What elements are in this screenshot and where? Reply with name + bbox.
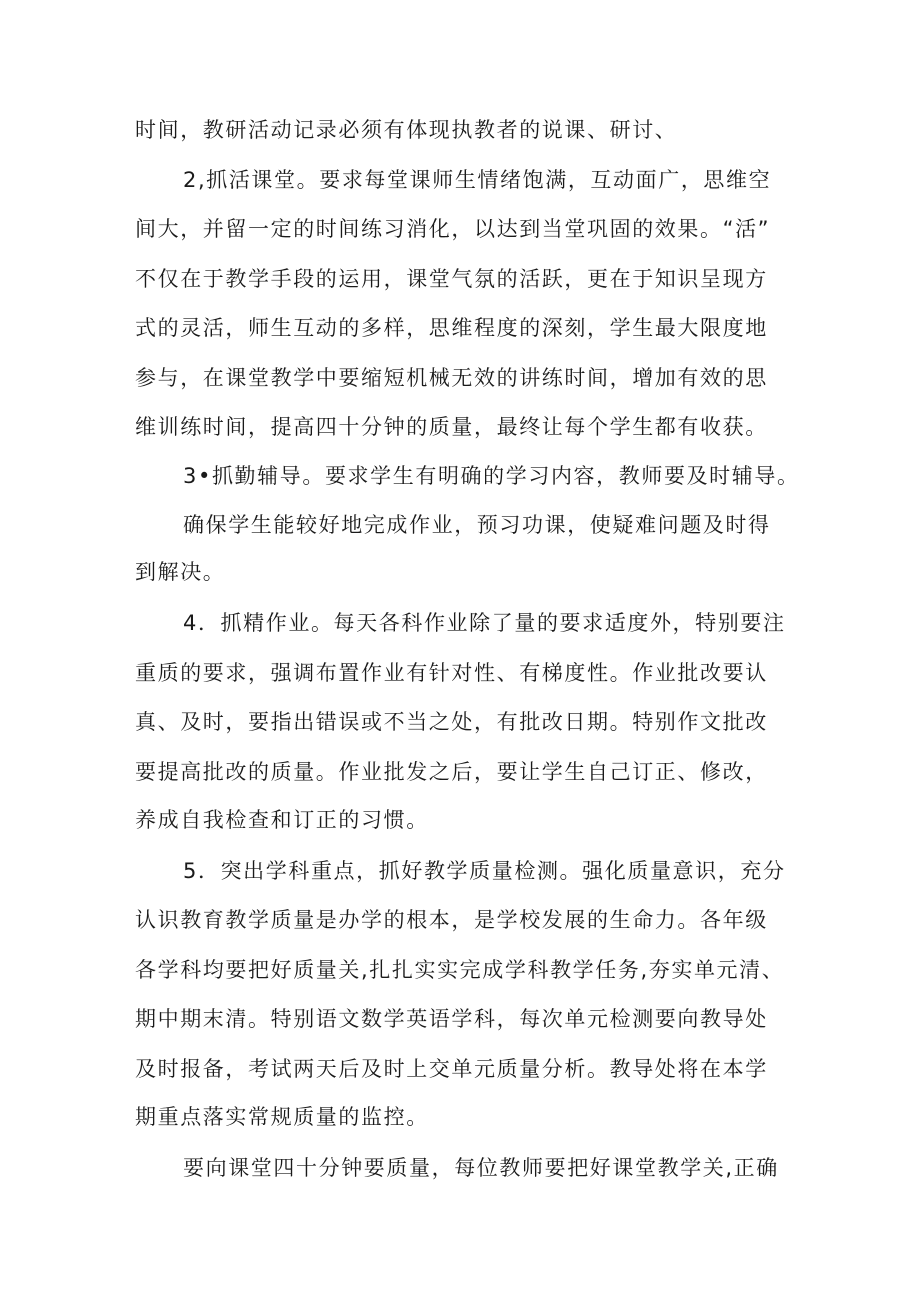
text-line: 4．抓精作业。每天各科作业除了量的要求适度外，特别要注 bbox=[183, 611, 786, 635]
text-line: 期中期末清。特别语文数学英语学科，每次单元检测要向教导处 bbox=[135, 1007, 768, 1031]
text-line: 维训练时间，提高四十分钟的质量，最终让每个学生都有收获。 bbox=[135, 415, 768, 439]
text-line: 及时报备，考试两天后及时上交单元质量分析。教导处将在本学 bbox=[135, 1057, 768, 1081]
text-line: 期重点落实常规质量的监控。 bbox=[135, 1105, 429, 1129]
text-line: 要向课堂四十分钟要质量，每位教师要把好课堂教学关,正确 bbox=[183, 1156, 779, 1180]
text-line: 要提高批改的质量。作业批发之后，要让学生自己订正、修改， bbox=[135, 760, 768, 784]
text-line: 养成自我检查和订正的习惯。 bbox=[135, 808, 429, 832]
text-line: 间大，并留一定的时间练习消化，以达到当堂巩固的效果。“活” bbox=[135, 217, 771, 241]
text-line: 确保学生能较好地完成作业，预习功课，使疑难问题及时得 bbox=[183, 513, 771, 537]
text-line: 2,抓活课堂。要求每堂课师生情绪饱满，互动面广，思维空 bbox=[183, 168, 772, 192]
text-line: 各学科均要把好质量关,扎扎实实完成学科教学任务,夯实单元清、 bbox=[135, 958, 785, 982]
text-line: 认识教育教学质量是办学的根本，是学校发展的生命力。各年级 bbox=[135, 908, 768, 932]
text-line: 真、及时，要指出错误或不当之处，有批改日期。特别作文批改 bbox=[135, 710, 768, 734]
text-line: 到解决。 bbox=[135, 560, 226, 584]
text-line: 不仅在于教学手段的运用，课堂气氛的活跃，更在于知识呈现方 bbox=[135, 267, 768, 291]
text-line: 重质的要求，强调布置作业有针对性、有梯度性。作业批改要认 bbox=[135, 661, 768, 685]
text-line: 参与，在课堂教学中要缩短机械无效的讲练时间，增加有效的思 bbox=[135, 366, 768, 390]
text-line: 式的灵活，师生互动的多样，思维程度的深刻，学生最大限度地 bbox=[135, 316, 768, 340]
text-line: 3•抓勤辅导。要求学生有明确的学习内容，教师要及时辅导。 bbox=[183, 464, 800, 488]
text-line: 时间，教研活动记录必须有体现执教者的说课、研讨、 bbox=[135, 118, 678, 142]
text-line: 5．突出学科重点，抓好教学质量检测。强化质量意识，充分 bbox=[183, 859, 786, 883]
